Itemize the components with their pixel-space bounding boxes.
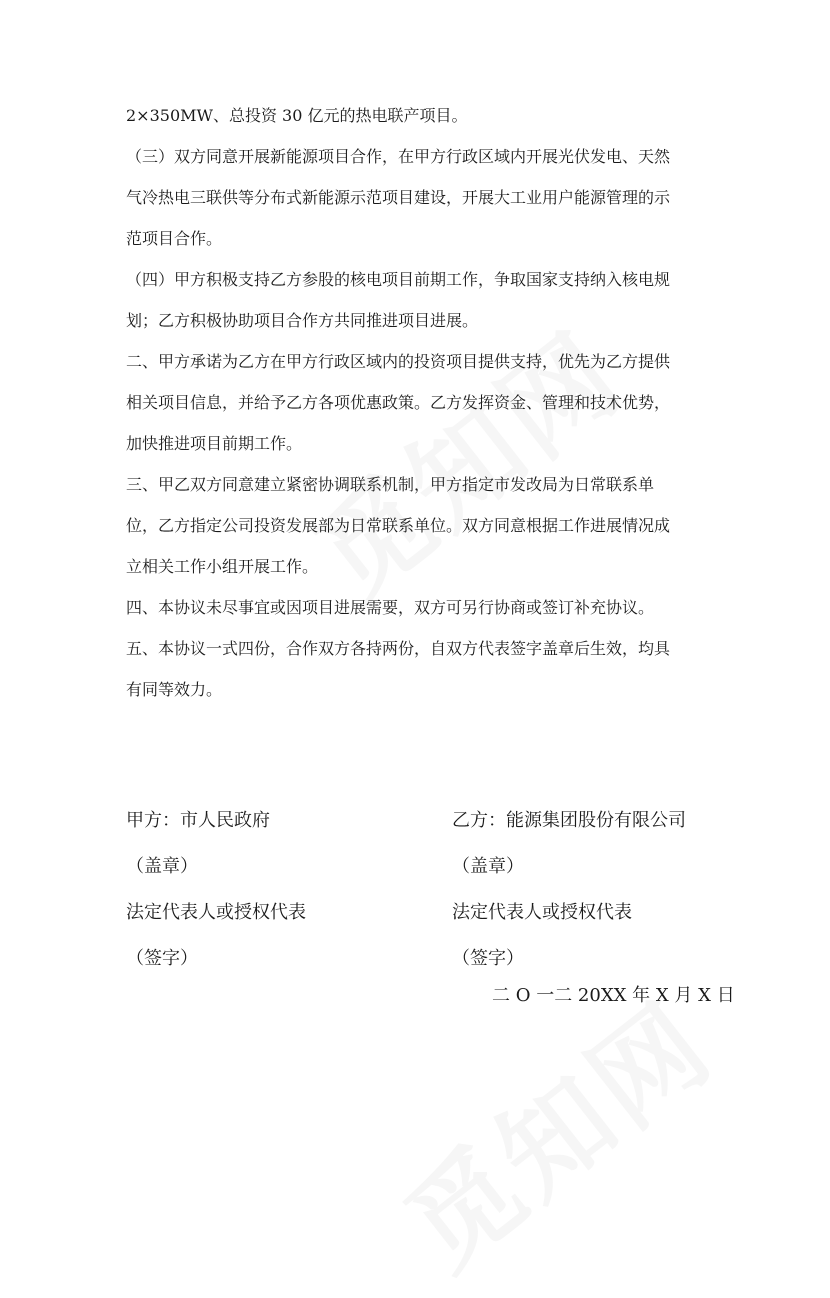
party-a-signature-block — [126, 798, 306, 982]
party-b-representative: 法定代表人或授权代表 — [452, 902, 632, 923]
party-a-representative: 法定代表人或授权代表 — [126, 902, 306, 923]
body-line: 五、本协议一式四份，合作双方各持两份，自双方代表签字盖章后生效，均具 — [126, 639, 671, 658]
body-line: 相关项目信息，并给予乙方各项优惠政策。乙方发挥资金、管理和技术优势， — [126, 393, 671, 412]
party-b-seal: （盖章） — [452, 856, 524, 877]
body-line: 气冷热电三联供等分布式新能源示范项目建设，开展大工业用户能源管理的示 — [126, 188, 671, 207]
body-line: 四、本协议未尽事宜或因项目进展需要，双方可另行协商或签订补充协议。 — [126, 598, 655, 617]
body-line: 加快推进项目前期工作。 — [126, 434, 303, 453]
signing-date: 二 O 一二 20XX 年 X 月 X 日 — [492, 985, 735, 1006]
body-line: 有同等效力。 — [126, 680, 223, 699]
body-line: （三）双方同意开展新能源项目合作，在甲方行政区域内开展光伏发电、天然 — [126, 147, 671, 166]
body-line: 2×350MW、总投资 30 亿元的热电联产项目。 — [126, 106, 468, 125]
body-line: 立相关工作小组开展工作。 — [126, 557, 319, 576]
party-b-sign: （签字） — [452, 948, 524, 969]
body-line: 划；乙方积极协助项目合作方共同推进项目进展。 — [126, 311, 479, 330]
agreement-body — [126, 103, 716, 718]
body-line: 位，乙方指定公司投资发展部为日常联系单位。双方同意根据工作进展情况成 — [126, 516, 671, 535]
body-line: 二、甲方承诺为乙方在甲方行政区域内的投资项目提供支持，优先为乙方提供 — [126, 352, 671, 371]
party-b-name: 乙方：能源集团股份有限公司 — [452, 810, 686, 831]
party-b-signature-block — [452, 798, 686, 982]
body-line: （四）甲方积极支持乙方参股的核电项目前期工作，争取国家支持纳入核电规 — [126, 270, 671, 289]
party-a-sign: （签字） — [126, 948, 198, 969]
body-line: 范项目合作。 — [126, 229, 223, 248]
body-line: 三、甲乙双方同意建立紧密协调联系机制，甲方指定市发改局为日常联系单 — [126, 475, 655, 494]
party-a-name: 甲方：市人民政府 — [126, 810, 270, 831]
party-a-seal: （盖章） — [126, 856, 198, 877]
